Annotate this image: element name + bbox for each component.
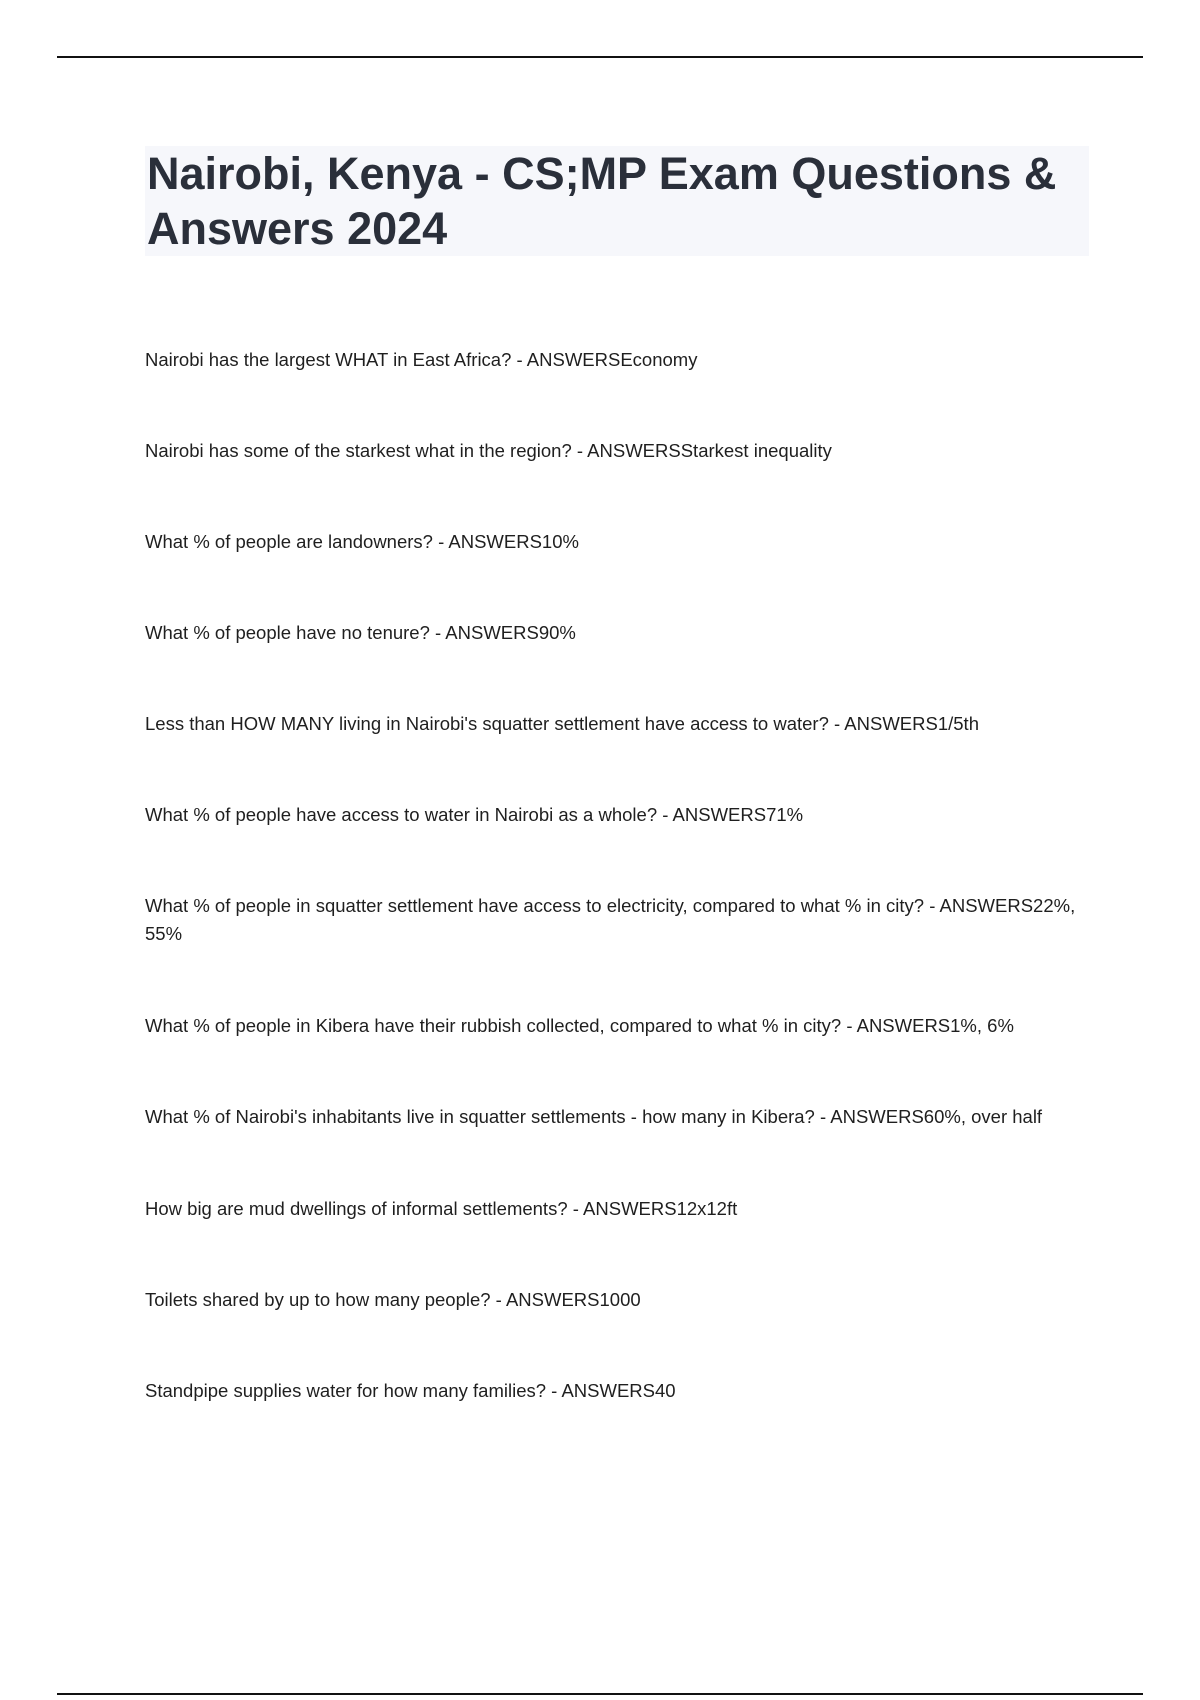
qa-item: What % of people have access to water in Nairobi as a whole? - ANSWERS71% [145,804,804,825]
qa-item: What % of people in squatter settlement have access to electricity, compared to what % in city? - ANSWERS22%, 55% [145,895,1076,944]
qa-item: What % of people in Kibera have their rubbish collected, compared to what % in city? - ANSWERS1%, 6% [145,1015,1014,1036]
top-rule [57,56,1143,58]
bottom-rule [57,1693,1143,1695]
qa-list [145,346,1090,1468]
qa-item: What % of people have no tenure? - ANSWERS90% [145,622,576,643]
qa-item: Nairobi has some of the starkest what in the region? - ANSWERSStarkest inequality [145,440,832,461]
title-block [145,146,1089,256]
qa-item: Nairobi has the largest WHAT in East Africa? - ANSWERSEconomy [145,349,698,370]
page-title: Nairobi, Kenya - CS;MP Exam Questions & Answers 2024 [147,148,1057,254]
qa-item: How big are mud dwellings of informal settlements? - ANSWERS12x12ft [145,1198,738,1219]
qa-item: What % of Nairobi's inhabitants live in squatter settlements - how many in Kibera? - ANSWERS60%, over half [145,1106,1043,1127]
qa-item: Less than HOW MANY living in Nairobi's squatter settlement have access to water? - ANSWERS1/5th [145,713,979,734]
qa-item: What % of people are landowners? - ANSWERS10% [145,531,579,552]
qa-item: Toilets shared by up to how many people? - ANSWERS1000 [145,1289,641,1310]
qa-item: Standpipe supplies water for how many families? - ANSWERS40 [145,1380,676,1401]
